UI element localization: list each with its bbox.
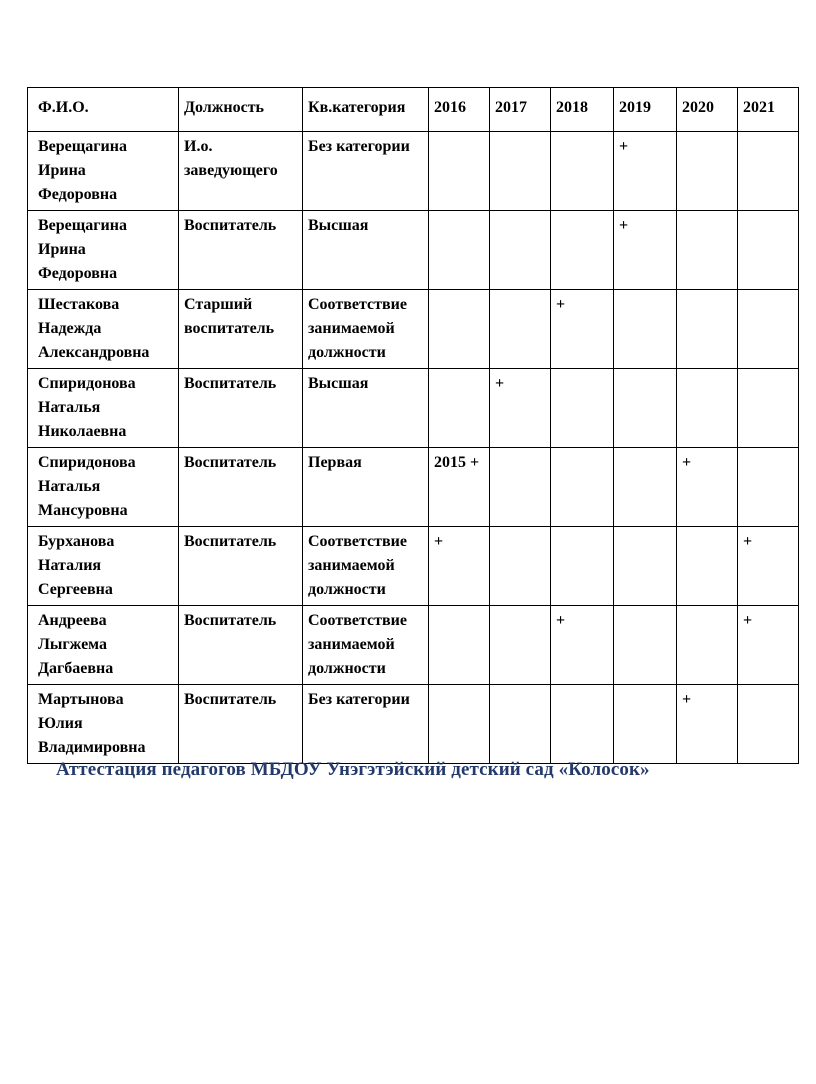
cell-year-2019	[614, 369, 677, 448]
header-year-2018: 2018	[551, 88, 614, 132]
cell-year-2016	[429, 369, 490, 448]
cell-year-2018	[551, 211, 614, 290]
name-part: Владимировна	[38, 739, 146, 756]
document-caption: Аттестация педагогов МБДОУ Унэгэтэйский детский сад «Колосок»	[56, 759, 650, 780]
cell-year-2017	[490, 527, 551, 606]
cell-position: Воспитатель	[179, 527, 303, 606]
cell-year-2020: +	[677, 685, 738, 764]
cell-year-2017	[490, 290, 551, 369]
cell-year-2020: +	[677, 448, 738, 527]
cell-year-2019	[614, 290, 677, 369]
cell-fio	[28, 527, 179, 606]
cell-year-2019: +	[614, 132, 677, 211]
cell-year-2019	[614, 606, 677, 685]
cell-position: Воспитатель	[179, 685, 303, 764]
table-row	[28, 290, 799, 369]
cell-year-2020	[677, 369, 738, 448]
name-part: Ирина	[38, 162, 86, 179]
cell-year-2021	[738, 685, 799, 764]
cell-year-2017: +	[490, 369, 551, 448]
cell-year-2021	[738, 448, 799, 527]
name-part: Наталия	[38, 557, 102, 574]
header-position: Должность	[179, 88, 303, 132]
cell-fio	[28, 685, 179, 764]
cell-year-2016	[429, 132, 490, 211]
cell-position: Воспитатель	[179, 448, 303, 527]
cell-category: Высшая	[303, 369, 429, 448]
cell-year-2018	[551, 132, 614, 211]
cell-year-2018	[551, 448, 614, 527]
name-part: Бурханова	[38, 533, 115, 550]
header-year-2016: 2016	[429, 88, 490, 132]
name-part: Спиридонова	[38, 375, 136, 392]
cell-year-2018	[551, 685, 614, 764]
name-part: Наталья	[38, 399, 101, 416]
cell-year-2021: +	[738, 527, 799, 606]
header-year-2021: 2021	[738, 88, 799, 132]
cell-year-2016	[429, 290, 490, 369]
cell-category: Без категории	[303, 685, 429, 764]
cell-year-2018: +	[551, 290, 614, 369]
cell-year-2020	[677, 132, 738, 211]
header-year-2017: 2017	[490, 88, 551, 132]
table-row	[28, 369, 799, 448]
cell-fio	[28, 369, 179, 448]
header-fio: Ф.И.О.	[28, 88, 179, 132]
name-part: Наталья	[38, 478, 101, 495]
cell-position: Старший воспитатель	[179, 290, 303, 369]
cell-fio	[28, 290, 179, 369]
header-year-2020: 2020	[677, 88, 738, 132]
cell-year-2017	[490, 448, 551, 527]
cell-category: Соответствие занимаемой должности	[303, 606, 429, 685]
cell-category: Без категории	[303, 132, 429, 211]
cell-year-2017	[490, 211, 551, 290]
cell-year-2019: +	[614, 211, 677, 290]
name-part: Федоровна	[38, 265, 118, 282]
name-part: Федоровна	[38, 186, 118, 203]
cell-year-2019	[614, 527, 677, 606]
cell-year-2016	[429, 685, 490, 764]
attestation-table	[27, 87, 799, 764]
cell-year-2020	[677, 290, 738, 369]
cell-year-2017	[490, 606, 551, 685]
name-part: Мансуровна	[38, 502, 128, 519]
cell-year-2016	[429, 606, 490, 685]
cell-year-2018: +	[551, 606, 614, 685]
cell-fio	[28, 132, 179, 211]
cell-position: И.о. заведующего	[179, 132, 303, 211]
name-part: Надежда	[38, 320, 102, 337]
name-part: Лыгжема	[38, 636, 107, 653]
cell-year-2018	[551, 369, 614, 448]
table-row	[28, 527, 799, 606]
name-part: Мартынова	[38, 691, 124, 708]
header-category: Кв.категория	[303, 88, 429, 132]
cell-year-2021: +	[738, 606, 799, 685]
header-row	[28, 88, 799, 132]
name-part: Шестакова	[38, 296, 120, 313]
table-row	[28, 685, 799, 764]
cell-year-2019	[614, 685, 677, 764]
table-row	[28, 448, 799, 527]
name-part: Николаевна	[38, 423, 127, 440]
cell-year-2016: +	[429, 527, 490, 606]
table-row	[28, 132, 799, 211]
cell-year-2021	[738, 211, 799, 290]
table-row	[28, 211, 799, 290]
cell-year-2019	[614, 448, 677, 527]
cell-year-2021	[738, 290, 799, 369]
name-part: Сергеевна	[38, 581, 113, 598]
cell-year-2020	[677, 606, 738, 685]
cell-fio	[28, 211, 179, 290]
cell-category: Первая	[303, 448, 429, 527]
name-part: Верещагина	[38, 217, 127, 234]
name-part: Спиридонова	[38, 454, 136, 471]
cell-category: Соответствие занимаемой должности	[303, 527, 429, 606]
cell-position: Воспитатель	[179, 369, 303, 448]
cell-year-2020	[677, 527, 738, 606]
cell-year-2016: 2015 +	[429, 448, 490, 527]
cell-position: Воспитатель	[179, 211, 303, 290]
table-body	[28, 132, 799, 764]
name-part: Ирина	[38, 241, 86, 258]
cell-year-2017	[490, 685, 551, 764]
cell-fio	[28, 606, 179, 685]
cell-year-2018	[551, 527, 614, 606]
cell-year-2021	[738, 369, 799, 448]
table-row	[28, 606, 799, 685]
cell-year-2020	[677, 211, 738, 290]
name-part: Верещагина	[38, 138, 127, 155]
header-year-2019: 2019	[614, 88, 677, 132]
cell-category: Высшая	[303, 211, 429, 290]
name-part: Андреева	[38, 612, 107, 629]
name-part: Дагбаевна	[38, 660, 114, 677]
name-part: Юлия	[38, 715, 83, 732]
cell-year-2017	[490, 132, 551, 211]
cell-category: Соответствие занимаемой должности	[303, 290, 429, 369]
cell-year-2016	[429, 211, 490, 290]
name-part: Александровна	[38, 344, 150, 361]
cell-year-2021	[738, 132, 799, 211]
cell-fio	[28, 448, 179, 527]
cell-position: Воспитатель	[179, 606, 303, 685]
